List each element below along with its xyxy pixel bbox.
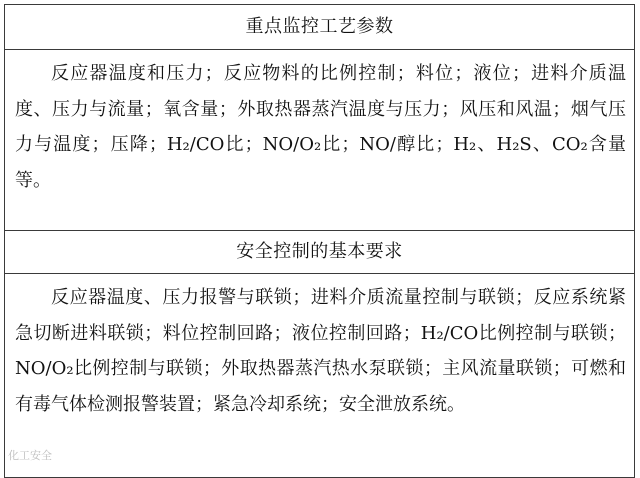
process-safety-table <box>4 4 635 478</box>
key-parameters-text: 反应器温度和压力；反应物料的比例控制；料位；液位；进料介质温度、压力与流量；氧含量；外取热器蒸汽温度与压力；风压和风温；烟气压力与温度；压降；H₂/CO比；NO/O₂比；NO/醇比；H₂、H₂S、CO₂含量等。 <box>5 50 634 231</box>
watermark: 化工安全 <box>8 449 52 462</box>
safety-requirements-text: 反应器温度、压力报警与联锁；进料介质流量控制与联锁；反应系统紧急切断进料联锁；料位控制回路；液位控制回路；H₂/CO比例控制与联锁；NO/O₂比例控制与联锁；外取热器蒸汽热水泵联锁；主风流量联锁；可燃和有毒气体检测报警装置；紧急冷却系统；安全泄放系统。 <box>15 287 626 415</box>
key-parameters-header: 重点监控工艺参数 <box>5 5 634 50</box>
safety-requirements-header: 安全控制的基本要求 <box>5 231 634 274</box>
